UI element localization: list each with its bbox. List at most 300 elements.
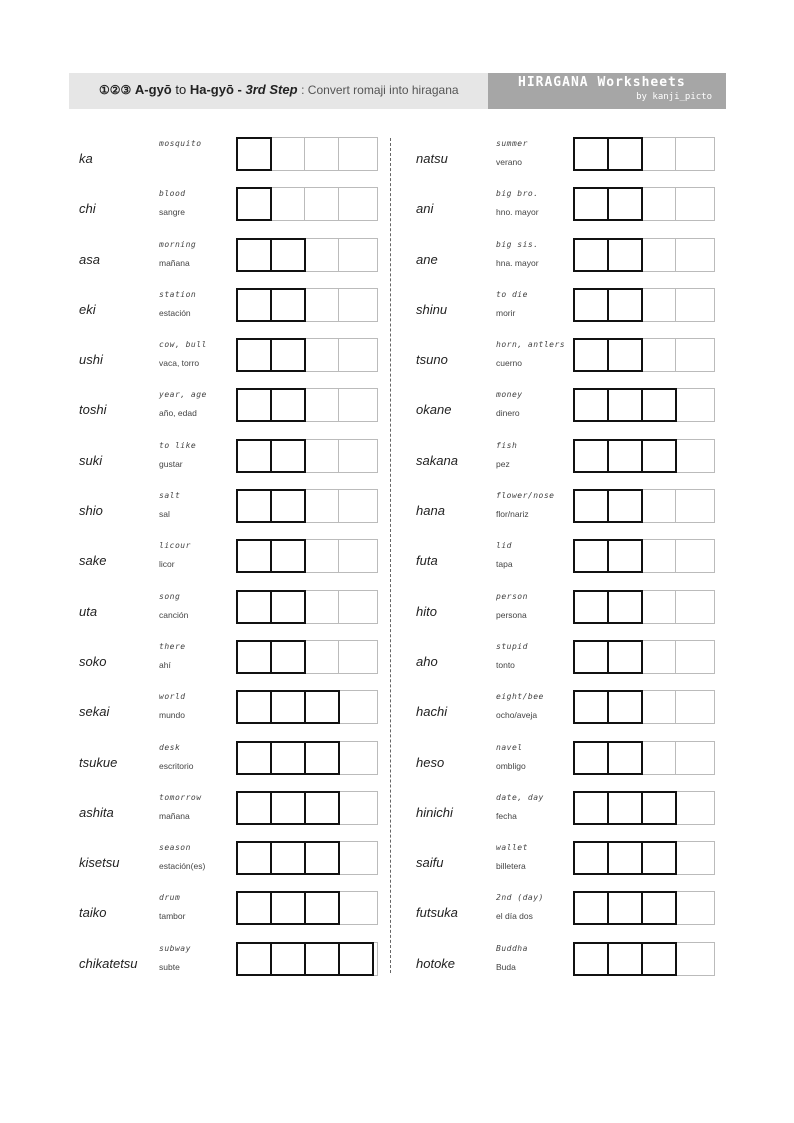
unused-box [676, 742, 710, 774]
unused-box [676, 842, 710, 874]
left-column [69, 137, 374, 992]
word-row [406, 388, 711, 438]
hiragana-answer-box[interactable] [237, 943, 271, 975]
hiragana-answer-box[interactable] [608, 389, 642, 421]
unused-box [642, 188, 676, 220]
spanish-meaning: sal [159, 509, 170, 520]
word-row [406, 741, 711, 791]
unused-box [305, 289, 339, 321]
hiragana-answer-box[interactable] [237, 892, 271, 924]
unused-box [642, 691, 676, 723]
hiragana-answer-box[interactable] [642, 892, 676, 924]
english-meaning: blood [159, 189, 186, 199]
unused-box [642, 138, 676, 170]
romaji-word: hito [416, 603, 437, 619]
english-meaning: horn, antlers [496, 340, 566, 350]
answer-boxes [236, 388, 378, 422]
romaji-word: sake [79, 553, 107, 569]
romaji-word: shio [79, 503, 103, 519]
hiragana-answer-box[interactable] [574, 842, 608, 874]
word-row [406, 187, 711, 237]
hiragana-answer-box[interactable] [237, 389, 271, 421]
unused-box [339, 641, 373, 673]
hiragana-answer-box[interactable] [642, 792, 676, 824]
spanish-meaning: mañana [159, 257, 190, 268]
word-row [69, 489, 374, 539]
unused-box [676, 389, 710, 421]
word-row [406, 640, 711, 690]
hiragana-answer-box[interactable] [608, 289, 642, 321]
unused-box [642, 742, 676, 774]
english-meaning: morning [159, 239, 197, 249]
romaji-word: taiko [79, 905, 107, 921]
word-row [69, 590, 374, 640]
hiragana-answer-box[interactable] [237, 339, 271, 371]
answer-boxes [573, 891, 715, 925]
english-meaning: year, age [159, 390, 207, 400]
hiragana-answer-box[interactable] [574, 188, 608, 220]
romaji-word: aho [416, 653, 438, 669]
hiragana-answer-box[interactable] [237, 792, 271, 824]
unused-box [676, 188, 710, 220]
word-row [406, 489, 711, 539]
column-divider [390, 138, 391, 973]
unused-box [642, 490, 676, 522]
unused-box [642, 641, 676, 673]
spanish-meaning: tonto [496, 659, 515, 670]
hiragana-answer-box[interactable] [271, 892, 305, 924]
unused-box [339, 188, 373, 220]
unused-box [339, 138, 373, 170]
answer-boxes [236, 238, 378, 272]
answer-boxes [236, 137, 378, 171]
hiragana-answer-box[interactable] [608, 239, 642, 271]
english-meaning: desk [159, 742, 181, 752]
unused-box [339, 892, 373, 924]
romaji-word: kisetsu [79, 855, 120, 871]
answer-boxes [236, 841, 378, 875]
unused-box [339, 842, 373, 874]
english-meaning: lid [496, 541, 512, 551]
romaji-word: ashita [79, 804, 114, 820]
unused-box [676, 490, 710, 522]
english-meaning: flower/nose [496, 491, 555, 501]
hiragana-answer-box[interactable] [305, 943, 339, 975]
romaji-word: sakana [416, 452, 458, 468]
header-instruction: : Convert romaji into hiragana [301, 83, 459, 97]
brand-title: HIRAGANA Worksheets [518, 75, 686, 90]
unused-box [642, 339, 676, 371]
english-meaning: subway [159, 943, 191, 953]
romaji-word: futa [416, 553, 438, 569]
answer-boxes [573, 388, 715, 422]
hiragana-answer-box[interactable] [237, 188, 271, 220]
header-title [99, 73, 459, 109]
english-meaning: eight/bee [496, 692, 544, 702]
word-row [406, 841, 711, 891]
answer-boxes [236, 489, 378, 523]
hiragana-answer-box[interactable] [608, 440, 642, 472]
hiragana-answer-box[interactable] [237, 138, 271, 170]
unused-box [305, 641, 339, 673]
romaji-word: tsuno [416, 352, 448, 368]
hiragana-answer-box[interactable] [271, 641, 305, 673]
english-meaning: world [159, 692, 186, 702]
spanish-meaning: licor [159, 559, 175, 570]
unused-box [305, 389, 339, 421]
hiragana-answer-box[interactable] [608, 943, 642, 975]
hiragana-answer-box[interactable] [574, 691, 608, 723]
hiragana-answer-box[interactable] [642, 440, 676, 472]
unused-box [676, 792, 710, 824]
hiragana-answer-box[interactable] [237, 540, 271, 572]
hiragana-answer-box[interactable] [271, 389, 305, 421]
hiragana-answer-box[interactable] [271, 591, 305, 623]
unused-box [339, 490, 373, 522]
english-meaning: big sis. [496, 239, 539, 249]
spanish-meaning: escritorio [159, 760, 194, 771]
hiragana-answer-box[interactable] [305, 792, 339, 824]
unused-box [642, 540, 676, 572]
word-row [69, 690, 374, 740]
spanish-meaning: sangre [159, 207, 185, 218]
hiragana-answer-box[interactable] [608, 188, 642, 220]
answer-boxes [236, 942, 378, 976]
spanish-meaning: gustar [159, 458, 183, 469]
hiragana-answer-box[interactable] [574, 792, 608, 824]
hiragana-answer-box[interactable] [339, 943, 373, 975]
unused-box [676, 138, 710, 170]
answer-boxes [236, 690, 378, 724]
hiragana-answer-box[interactable] [642, 842, 676, 874]
english-meaning: song [159, 591, 181, 601]
hiragana-answer-box[interactable] [305, 691, 339, 723]
english-meaning: stupid [496, 641, 528, 651]
english-meaning: salt [159, 491, 181, 501]
unused-box [339, 540, 373, 572]
word-row [69, 891, 374, 941]
header-dash: - [237, 82, 242, 97]
romaji-word: ani [416, 201, 434, 217]
hiragana-answer-box[interactable] [574, 440, 608, 472]
romaji-word: heso [416, 754, 445, 770]
english-meaning: navel [496, 742, 523, 752]
hiragana-answer-box[interactable] [271, 792, 305, 824]
spanish-meaning: billetera [496, 861, 526, 872]
answer-boxes [573, 288, 715, 322]
spanish-meaning: tapa [496, 559, 513, 570]
hiragana-answer-box[interactable] [271, 742, 305, 774]
romaji-word: hotoke [416, 955, 456, 971]
brand-byline: by kanji_picto [636, 92, 712, 102]
hiragana-answer-box[interactable] [608, 641, 642, 673]
unused-box [676, 591, 710, 623]
word-row [69, 338, 374, 388]
english-meaning: wallet [496, 843, 528, 853]
spanish-meaning: ombligo [496, 760, 526, 771]
romaji-word: futsuka [416, 905, 458, 921]
spanish-meaning: hna. mayor [496, 257, 539, 268]
word-row [406, 590, 711, 640]
spanish-meaning: tambor [159, 911, 186, 922]
english-meaning: licour [159, 541, 191, 551]
answer-boxes [573, 791, 715, 825]
right-column [406, 137, 711, 992]
word-row [406, 439, 711, 489]
word-row [69, 439, 374, 489]
hiragana-answer-box[interactable] [642, 389, 676, 421]
word-row [406, 690, 711, 740]
hiragana-answer-box[interactable] [305, 892, 339, 924]
hiragana-answer-box[interactable] [574, 943, 608, 975]
word-row [406, 539, 711, 589]
word-row [406, 338, 711, 388]
romaji-word: eki [79, 301, 96, 317]
hiragana-answer-box[interactable] [574, 591, 608, 623]
answer-boxes [573, 137, 715, 171]
answer-boxes [236, 288, 378, 322]
word-row [406, 288, 711, 338]
romaji-word: uta [79, 603, 98, 619]
hiragana-answer-box[interactable] [271, 440, 305, 472]
word-row [406, 891, 711, 941]
unused-box [676, 892, 710, 924]
spanish-meaning: persona [496, 609, 527, 620]
hiragana-answer-box[interactable] [237, 742, 271, 774]
romaji-word: suki [79, 452, 103, 468]
hiragana-answer-box[interactable] [237, 239, 271, 271]
spanish-meaning: estación [159, 307, 191, 318]
hiragana-answer-box[interactable] [271, 691, 305, 723]
word-row [69, 388, 374, 438]
romaji-word: hinichi [416, 804, 453, 820]
unused-box [305, 540, 339, 572]
word-row [69, 841, 374, 891]
hiragana-answer-box[interactable] [574, 641, 608, 673]
unused-box [676, 289, 710, 321]
english-meaning: Buddha [496, 943, 528, 953]
spanish-meaning: dinero [496, 408, 520, 419]
word-row [406, 137, 711, 187]
spanish-meaning: fecha [496, 810, 517, 821]
spanish-meaning: flor/nariz [496, 509, 529, 520]
romaji-word: toshi [79, 402, 107, 418]
unused-box [339, 289, 373, 321]
romaji-word: okane [416, 402, 452, 418]
spanish-meaning: verano [496, 157, 522, 167]
english-meaning: drum [159, 893, 181, 903]
english-meaning: there [159, 641, 186, 651]
spanish-meaning: cuerno [496, 358, 522, 369]
answer-boxes [573, 338, 715, 372]
unused-box [339, 591, 373, 623]
hiragana-answer-box[interactable] [608, 339, 642, 371]
hiragana-answer-box[interactable] [237, 641, 271, 673]
answer-boxes [573, 841, 715, 875]
answer-boxes [573, 439, 715, 473]
answer-boxes [573, 942, 715, 976]
unused-box [305, 591, 339, 623]
answer-boxes [236, 741, 378, 775]
hiragana-answer-box[interactable] [574, 490, 608, 522]
spanish-meaning: vaca, torro [159, 358, 200, 369]
spanish-meaning: pez [496, 458, 510, 469]
header-to: Ha-gyō [189, 82, 234, 97]
spanish-meaning: canción [159, 609, 189, 620]
romaji-word: ushi [79, 352, 103, 368]
word-row [69, 741, 374, 791]
hiragana-answer-box[interactable] [237, 440, 271, 472]
unused-box [642, 289, 676, 321]
romaji-word: ane [416, 251, 438, 267]
hiragana-answer-box[interactable] [237, 490, 271, 522]
unused-box [676, 239, 710, 271]
worksheet-header [69, 73, 726, 109]
hiragana-answer-box[interactable] [608, 490, 642, 522]
hiragana-answer-box[interactable] [271, 339, 305, 371]
hiragana-answer-box[interactable] [608, 138, 642, 170]
word-row [406, 942, 711, 992]
hiragana-answer-box[interactable] [271, 239, 305, 271]
hiragana-answer-box[interactable] [574, 239, 608, 271]
hiragana-answer-box[interactable] [608, 691, 642, 723]
hiragana-answer-box[interactable] [608, 842, 642, 874]
hiragana-answer-box[interactable] [237, 289, 271, 321]
unused-box [271, 188, 305, 220]
header-from: A-gyō [134, 82, 172, 97]
word-row [69, 187, 374, 237]
unused-box [305, 339, 339, 371]
word-row [69, 137, 374, 187]
english-meaning: big bro. [496, 189, 539, 199]
romaji-word: saifu [416, 855, 444, 871]
header-circles: ①②③ [99, 83, 132, 97]
answer-boxes [236, 338, 378, 372]
spanish-meaning: subte [159, 961, 180, 972]
unused-box [305, 188, 339, 220]
unused-box [676, 691, 710, 723]
spanish-meaning: ahí [159, 659, 171, 670]
unused-box [676, 641, 710, 673]
hiragana-answer-box[interactable] [574, 339, 608, 371]
answer-boxes [236, 187, 378, 221]
hiragana-answer-box[interactable] [608, 742, 642, 774]
hiragana-answer-box[interactable] [574, 892, 608, 924]
hiragana-answer-box[interactable] [271, 842, 305, 874]
english-meaning: tomorrow [159, 792, 202, 802]
romaji-word: hachi [416, 704, 448, 720]
hiragana-answer-box[interactable] [271, 943, 305, 975]
spanish-meaning: año, edad [159, 408, 197, 419]
answer-boxes [573, 590, 715, 624]
hiragana-answer-box[interactable] [574, 289, 608, 321]
word-row [69, 238, 374, 288]
hiragana-answer-box[interactable] [608, 591, 642, 623]
unused-box [339, 792, 373, 824]
unused-box [339, 239, 373, 271]
hiragana-answer-box[interactable] [574, 389, 608, 421]
romaji-word: tsukue [79, 754, 118, 770]
hiragana-answer-box[interactable] [608, 892, 642, 924]
spanish-meaning: estación(es) [159, 861, 206, 872]
word-row [69, 288, 374, 338]
hiragana-answer-box[interactable] [305, 742, 339, 774]
english-meaning: season [159, 843, 191, 853]
unused-box [676, 943, 710, 975]
romaji-word: ka [79, 151, 93, 166]
hiragana-answer-box[interactable] [305, 842, 339, 874]
answer-boxes [236, 539, 378, 573]
english-meaning: money [496, 390, 523, 400]
word-row [69, 791, 374, 841]
answer-boxes [236, 891, 378, 925]
hiragana-answer-box[interactable] [574, 138, 608, 170]
hiragana-answer-box[interactable] [608, 540, 642, 572]
word-row [406, 791, 711, 841]
answer-boxes [573, 187, 715, 221]
hiragana-answer-box[interactable] [574, 742, 608, 774]
spanish-meaning: el día dos [496, 911, 533, 922]
word-row [69, 539, 374, 589]
answer-boxes [573, 640, 715, 674]
hiragana-answer-box[interactable] [574, 540, 608, 572]
spanish-meaning: Buda [496, 961, 516, 972]
word-row [69, 942, 374, 992]
hiragana-answer-box[interactable] [608, 792, 642, 824]
english-meaning: to die [496, 289, 528, 299]
unused-box [676, 540, 710, 572]
unused-box [676, 440, 710, 472]
romaji-word: asa [79, 251, 100, 267]
spanish-meaning: mundo [159, 710, 185, 721]
unused-box [305, 490, 339, 522]
spanish-meaning: ocho/aveja [496, 710, 538, 721]
english-meaning: fish [496, 440, 518, 450]
english-meaning: mosquito [159, 139, 202, 148]
answer-boxes [573, 690, 715, 724]
unused-box [305, 138, 339, 170]
answer-boxes [236, 640, 378, 674]
word-row [406, 238, 711, 288]
english-meaning: to like [159, 440, 197, 450]
hiragana-answer-box[interactable] [237, 842, 271, 874]
romaji-word: shinu [416, 301, 448, 317]
hiragana-answer-box[interactable] [237, 691, 271, 723]
english-meaning: date, day [496, 792, 544, 802]
english-meaning: summer [496, 139, 528, 148]
hiragana-answer-box[interactable] [642, 943, 676, 975]
header-to-word: to [175, 82, 187, 97]
romaji-word: chi [79, 201, 96, 217]
spanish-meaning: mañana [159, 810, 190, 821]
english-meaning: cow, bull [159, 340, 207, 350]
romaji-word: soko [79, 653, 107, 669]
answer-boxes [573, 238, 715, 272]
header-step: 3rd Step [245, 82, 298, 97]
answer-boxes [573, 539, 715, 573]
unused-box [339, 691, 373, 723]
answer-boxes [573, 489, 715, 523]
hiragana-answer-box[interactable] [237, 591, 271, 623]
hiragana-answer-box[interactable] [271, 540, 305, 572]
answer-boxes [573, 741, 715, 775]
unused-box [339, 440, 373, 472]
hiragana-answer-box[interactable] [271, 490, 305, 522]
unused-box [339, 389, 373, 421]
unused-box [271, 138, 305, 170]
hiragana-answer-box[interactable] [271, 289, 305, 321]
word-row [69, 640, 374, 690]
